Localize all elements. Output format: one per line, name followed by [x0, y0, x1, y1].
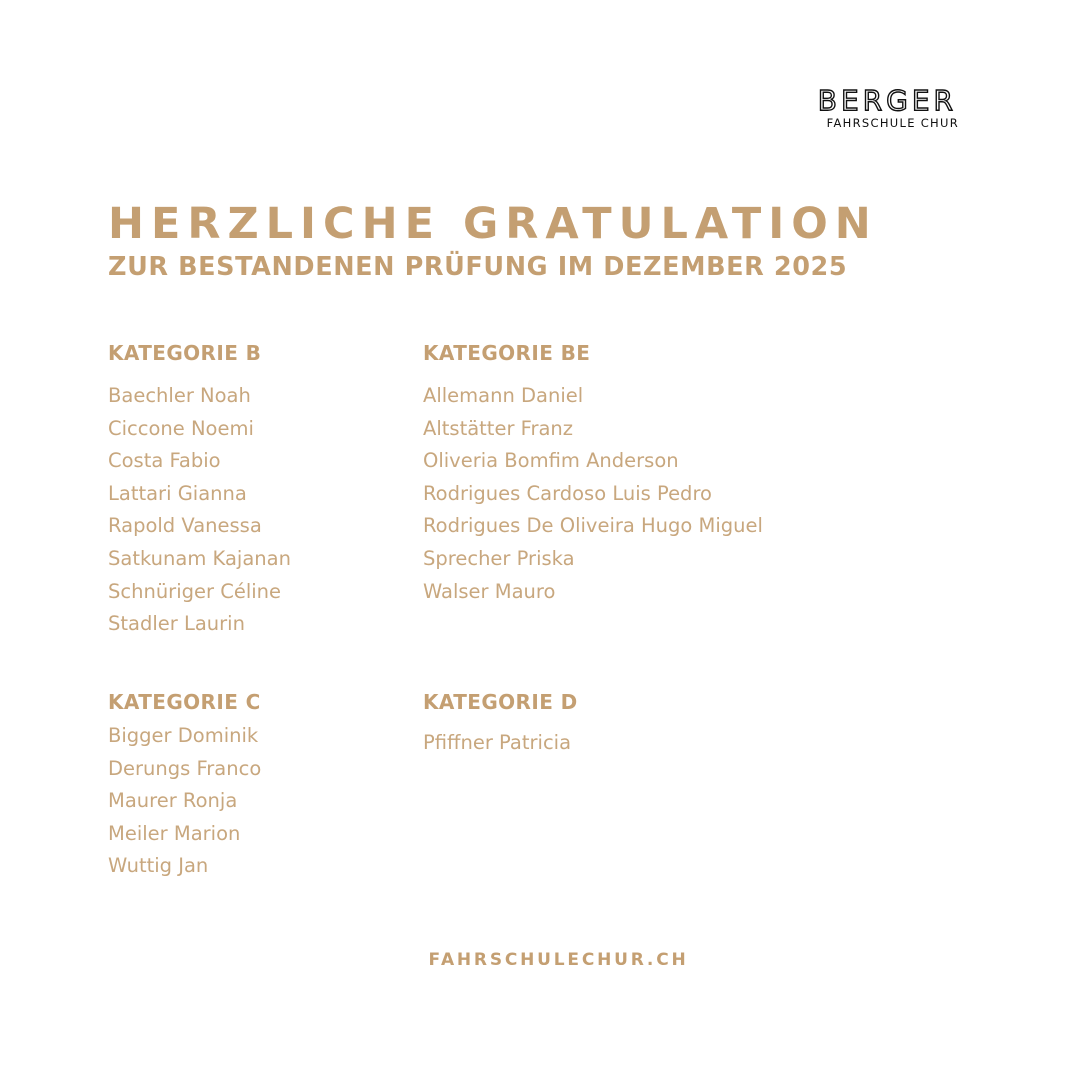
subheadline: ZUR BESTANDENEN PRÜFUNG IM DEZEMBER 2025 [108, 252, 848, 282]
category-title: KATEGORIE B [108, 341, 262, 365]
list-item: Wuttig Jan [108, 854, 209, 878]
list-item: Rodrigues Cardoso Luis Pedro [423, 481, 712, 505]
brand-logo [814, 84, 959, 130]
name-list [423, 380, 763, 608]
headline: HERZLICHE GRATULATION [108, 199, 878, 249]
list-item: Oliveria Bomfim Anderson [423, 449, 679, 473]
category-be [423, 340, 763, 608]
name-list [108, 380, 291, 641]
list-item: Rapold Vanessa [108, 514, 262, 538]
list-item: Stadler Laurin [108, 612, 245, 636]
list-item: Satkunam Kajanan [108, 546, 291, 570]
category-title: KATEGORIE BE [423, 341, 591, 365]
list-item: Costa Fabio [108, 449, 221, 473]
list-item: Altstätter Franz [423, 416, 574, 440]
category-c [108, 689, 261, 883]
list-item: Walser Mauro [423, 579, 556, 603]
category-title: KATEGORIE C [108, 690, 261, 714]
name-list [423, 727, 578, 760]
name-list [108, 720, 261, 883]
list-item: Sprecher Priska [423, 546, 575, 570]
list-item: Derungs Franco [108, 756, 262, 780]
list-item: Pfiffner Patricia [423, 731, 572, 754]
category-b [108, 340, 291, 641]
list-item: Meiler Marion [108, 821, 241, 845]
category-title: KATEGORIE D [423, 690, 578, 714]
list-item: Bigger Dominik [108, 724, 259, 747]
list-item: Baechler Noah [108, 384, 251, 407]
logo-wordmark [814, 84, 959, 114]
logo-subtitle: FAHRSCHULE CHUR [826, 116, 959, 130]
category-d [423, 689, 578, 760]
list-item: Rodrigues De Oliveira Hugo Miguel [423, 514, 763, 538]
website-link[interactable]: FAHRSCHULECHUR.CH [428, 950, 689, 970]
list-item: Maurer Ronja [108, 789, 238, 813]
list-item: Lattari Gianna [108, 481, 247, 505]
logo-wordmark-text: BERGER [817, 84, 957, 114]
list-item: Schnüriger Céline [108, 579, 282, 603]
list-item: Allemann Daniel [423, 384, 584, 407]
list-item: Ciccone Noemi [108, 416, 254, 440]
